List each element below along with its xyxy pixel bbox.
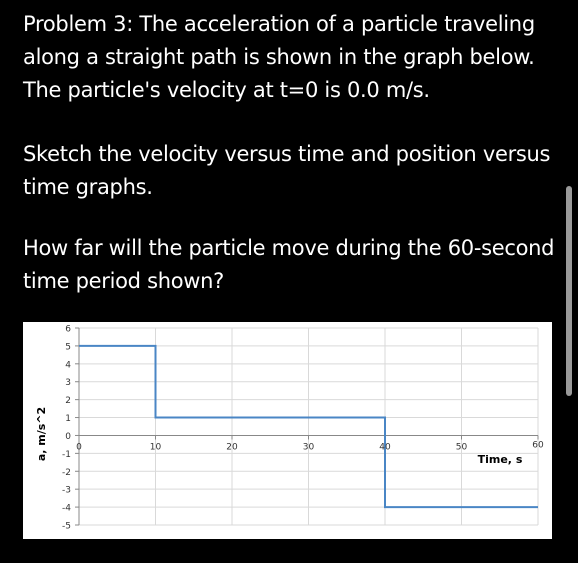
y-tick-label: -5: [62, 521, 71, 532]
sketch-line: time graphs.: [23, 175, 153, 199]
question-line: How far will the particle move during the 60-second: [23, 236, 555, 260]
sketch-instruction: [23, 138, 550, 204]
x-tick-label: 0: [76, 442, 82, 453]
y-tick-label: 5: [65, 342, 71, 353]
problem-line: Problem 3: The acceleration of a particle traveling: [23, 12, 535, 36]
y-tick-label: 3: [65, 378, 71, 389]
y-tick-label: 1: [65, 414, 71, 425]
grid-lines: [79, 328, 538, 525]
tick-labels: [62, 325, 544, 532]
y-tick-label: 4: [65, 360, 71, 371]
y-tick-label: -3: [62, 485, 71, 496]
question: [23, 232, 554, 298]
x-axis-label: Time, s: [477, 453, 523, 466]
problem-line: along a straight path is shown in the graph below.: [23, 45, 535, 69]
x-tick-label: 60: [532, 440, 544, 451]
y-tick-label: -2: [62, 467, 71, 478]
axes: [75, 328, 538, 525]
x-tick-label: 20: [226, 442, 238, 453]
x-tick-label: 40: [379, 442, 391, 453]
x-tick-label: 50: [455, 442, 468, 453]
y-tick-label: -1: [62, 449, 71, 460]
x-tick-label: 10: [149, 442, 162, 453]
question-line: time period shown?: [23, 269, 225, 293]
acceleration-chart: [23, 322, 552, 539]
y-tick-label: 0: [65, 431, 71, 442]
sketch-line: Sketch the velocity versus time and position versus: [23, 142, 551, 166]
vertical-scrollbar[interactable]: [566, 186, 572, 396]
y-axis-label: a, m/s^2: [35, 406, 48, 462]
y-tick-label: 2: [65, 396, 71, 407]
x-tick-label: 30: [302, 442, 315, 453]
y-tick-label: 6: [65, 324, 71, 335]
acceleration-graph: [23, 322, 552, 539]
y-tick-label: -4: [62, 503, 71, 514]
problem-statement: [23, 8, 535, 107]
problem-line: The particle's velocity at t=0 is 0.0 m/s.: [23, 78, 430, 102]
